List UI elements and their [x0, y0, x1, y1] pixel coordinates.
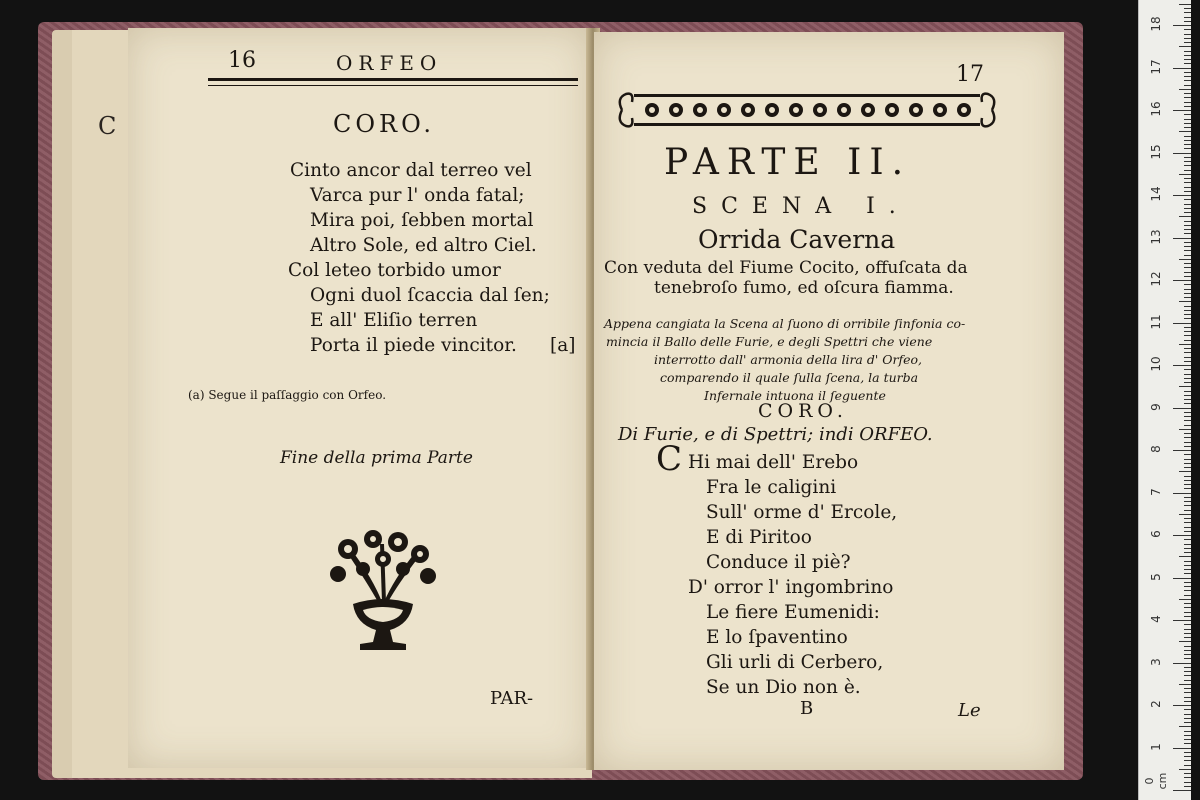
ruler-label: 3	[1149, 657, 1163, 666]
verse-line: E all' Eliſio terren	[310, 310, 478, 331]
ruler-tick	[1184, 42, 1191, 43]
ruler-tick	[1173, 620, 1191, 621]
ruler-tick	[1184, 497, 1191, 498]
ruler-label: 9	[1149, 402, 1163, 411]
ruler-tick	[1184, 480, 1191, 481]
verse-line: Le fiere Eumenidi:	[706, 602, 880, 623]
ruler-tick	[1184, 518, 1191, 519]
ruler-tick	[1184, 756, 1191, 757]
ruler-tick	[1184, 765, 1191, 766]
ruler-tick	[1184, 731, 1191, 732]
ruler-tick	[1179, 4, 1191, 5]
ruler-tick	[1184, 229, 1191, 230]
ruler-tick	[1179, 301, 1191, 302]
ruler-tick	[1184, 119, 1191, 120]
ruler-label: 10	[1149, 356, 1163, 372]
ruler-tick	[1184, 382, 1191, 383]
ruler-tick	[1184, 208, 1191, 209]
ruler-tick	[1179, 726, 1191, 727]
ruler-tick	[1184, 21, 1191, 22]
stage-direction: interrotto dall' armonia della lira d' Orfeo,	[654, 352, 923, 367]
ruler-label: 15	[1149, 143, 1163, 160]
ruler-tick	[1184, 692, 1191, 693]
verse-line: Hi mai dell' Erebo	[688, 452, 859, 473]
ruler-tick	[1184, 114, 1191, 115]
ruler-tick	[1184, 199, 1191, 200]
ruler-tick	[1179, 684, 1191, 685]
ruler-tick	[1184, 106, 1191, 107]
ruler-tick	[1184, 80, 1191, 81]
ruler-tick	[1184, 467, 1191, 468]
ruler-tick	[1184, 739, 1191, 740]
ruler-tick	[1184, 416, 1191, 417]
ruler-tick	[1184, 650, 1191, 651]
ruler-tick	[1184, 284, 1191, 285]
ruler-tick	[1184, 786, 1191, 787]
ruler-tick	[1179, 769, 1191, 770]
ruler-tick	[1173, 153, 1191, 154]
ruler-tick	[1184, 573, 1191, 574]
verse-line: E di Piritoo	[706, 527, 812, 548]
part-title: PARTE II.	[664, 142, 912, 183]
ruler-tick	[1173, 535, 1191, 536]
ruler-label: 13	[1149, 228, 1163, 245]
ruler-tick	[1184, 680, 1191, 681]
measuring-ruler	[1138, 0, 1191, 800]
ruler-tick	[1184, 612, 1191, 613]
ruler-label: 17	[1149, 58, 1163, 75]
verse-line: Col leteo torbido umor	[288, 260, 501, 281]
ruler-tick	[1173, 790, 1191, 791]
scene-title: SCENA I.	[692, 194, 910, 219]
ruler-tick	[1184, 310, 1191, 311]
ruler-tick	[1184, 187, 1191, 188]
ruler-tick	[1184, 97, 1191, 98]
chorus-heading: CORO.	[758, 400, 848, 422]
left-page-number: 16	[228, 48, 256, 73]
chorus-heading: CORO.	[333, 110, 436, 138]
ruler-tick	[1184, 93, 1191, 94]
ruler-tick	[1184, 403, 1191, 404]
ruler-tick	[1184, 191, 1191, 192]
verse-line: Conduce il piè?	[706, 552, 851, 573]
setting-description: tenebroſo fumo, ed oſcura fiamma.	[654, 278, 954, 298]
ruler-label: 7	[1149, 487, 1163, 496]
ruler-tick	[1179, 429, 1191, 430]
ruler-tick	[1184, 357, 1191, 358]
ruler-tick	[1184, 624, 1191, 625]
ruler-tick	[1173, 450, 1191, 451]
ruler-tick	[1179, 344, 1191, 345]
ruler-tick	[1184, 616, 1191, 617]
ruler-label: 0 cm	[1143, 772, 1169, 790]
verse-line: Fra le caligini	[706, 477, 837, 498]
ruler-label: 11	[1149, 313, 1163, 330]
ruler-tick	[1184, 182, 1191, 183]
ruler-tick	[1184, 72, 1191, 73]
ruler-tick	[1184, 391, 1191, 392]
ruler-tick	[1173, 663, 1191, 664]
ruler-tick	[1184, 658, 1191, 659]
verse-line: Porta il piede vincitor.	[310, 335, 517, 356]
ruler-tick	[1173, 578, 1191, 579]
ruler-tick	[1184, 565, 1191, 566]
verse-line: Mira poi, ſebben mortal	[310, 210, 534, 231]
verse-line: D' orror l' ingombrino	[688, 577, 894, 598]
ruler-tick	[1184, 55, 1191, 56]
ruler-tick	[1173, 365, 1191, 366]
ruler-label: 1	[1149, 742, 1163, 751]
ruler-tick	[1184, 425, 1191, 426]
ruler-tick	[1179, 89, 1191, 90]
ruler-tick	[1173, 238, 1191, 239]
left-page	[128, 28, 590, 768]
ruler-tick	[1184, 654, 1191, 655]
ruler-label: 14	[1149, 186, 1163, 202]
ruler-tick	[1184, 263, 1191, 264]
ruler-tick	[1184, 335, 1191, 336]
ruler-tick	[1184, 225, 1191, 226]
ruler-tick	[1184, 374, 1191, 375]
ruler-tick	[1184, 17, 1191, 18]
ruler-tick	[1184, 352, 1191, 353]
ruler-tick	[1184, 29, 1191, 30]
ruler-tick	[1179, 174, 1191, 175]
ruler-tick	[1184, 760, 1191, 761]
ruler-tick	[1184, 399, 1191, 400]
ruler-tick	[1179, 259, 1191, 260]
verse-line: Sull' orme d' Ercole,	[706, 502, 898, 523]
ruler-tick	[1184, 293, 1191, 294]
ruler-tick	[1184, 667, 1191, 668]
ruler-tick	[1184, 255, 1191, 256]
ruler-tick	[1184, 752, 1191, 753]
ruler-tick	[1184, 63, 1191, 64]
ruler-tick	[1173, 195, 1191, 196]
ruler-tick	[1184, 675, 1191, 676]
signature-mark: B	[800, 698, 814, 719]
ruler-tick	[1184, 437, 1191, 438]
verse-line: Ogni duol ſcaccia dal ſen;	[310, 285, 550, 306]
ruler-tick	[1184, 777, 1191, 778]
ruler-tick	[1184, 671, 1191, 672]
ruler-tick	[1179, 471, 1191, 472]
ruler-tick	[1179, 386, 1191, 387]
ruler-tick	[1184, 569, 1191, 570]
catchword: Le	[958, 700, 981, 721]
ruler-tick	[1184, 38, 1191, 39]
ruler-tick	[1184, 297, 1191, 298]
ruler-tick	[1184, 327, 1191, 328]
ruler-label: 4	[1149, 615, 1163, 623]
ruler-tick	[1184, 144, 1191, 145]
ruler-label: 2	[1149, 700, 1163, 708]
ruler-tick	[1184, 688, 1191, 689]
ruler-label: 8	[1149, 445, 1163, 453]
ruler-tick	[1173, 408, 1191, 409]
ruler-tick	[1184, 552, 1191, 553]
ruler-tick	[1184, 136, 1191, 137]
ruler-tick	[1184, 722, 1191, 723]
ruler-tick	[1184, 446, 1191, 447]
ruler-tick	[1184, 148, 1191, 149]
ruler-tick	[1184, 233, 1191, 234]
footnote: (a) Segue il paſſaggio con Orfeo.	[188, 388, 387, 402]
ruler-tick	[1184, 306, 1191, 307]
ruler-tick	[1179, 641, 1191, 642]
ruler-tick	[1184, 488, 1191, 489]
ruler-tick	[1184, 505, 1191, 506]
ruler-tick	[1184, 170, 1191, 171]
ruler-tick	[1184, 510, 1191, 511]
verse-line: Gli urli di Cerbero,	[706, 652, 884, 673]
ornamental-band-icon	[612, 88, 1002, 132]
ruler-tick	[1184, 718, 1191, 719]
ruler-tick	[1184, 484, 1191, 485]
ruler-tick	[1184, 531, 1191, 532]
ruler-tick	[1184, 250, 1191, 251]
ruler-tick	[1184, 595, 1191, 596]
ruler-tick	[1184, 603, 1191, 604]
ruler-tick	[1184, 165, 1191, 166]
stage-direction: mincia il Ballo delle Furie, e degli Spettri che viene	[606, 334, 933, 349]
ruler-label: 6	[1149, 530, 1163, 538]
ruler-tick	[1184, 561, 1191, 562]
ruler-tick	[1184, 85, 1191, 86]
ruler-tick	[1184, 161, 1191, 162]
ruler-tick	[1173, 493, 1191, 494]
ruler-tick	[1184, 501, 1191, 502]
end-of-part: Fine della prima Parte	[280, 448, 473, 468]
verse-line: Se un Dio non è.	[706, 677, 861, 698]
chorus-speakers: Di Furie, e di Spettri; indi ORFEO.	[618, 424, 933, 445]
ruler-tick	[1184, 157, 1191, 158]
ruler-tick	[1184, 331, 1191, 332]
ruler-tick	[1184, 140, 1191, 141]
ruler-tick	[1184, 34, 1191, 35]
ruler-tick	[1184, 714, 1191, 715]
stage-direction: Appena cangiata la Scena al ſuono di orribile ſinfonia co-	[604, 316, 966, 331]
verse-line: Altro Sole, ed altro Ciel.	[310, 235, 537, 256]
ruler-tick	[1184, 314, 1191, 315]
ruler-tick	[1173, 280, 1191, 281]
ruler-tick	[1184, 246, 1191, 247]
ruler-tick	[1184, 709, 1191, 710]
ruler-tick	[1173, 323, 1191, 324]
ruler-tick	[1184, 701, 1191, 702]
ruler-tick	[1173, 25, 1191, 26]
ruler-tick	[1184, 242, 1191, 243]
ruler-tick	[1173, 68, 1191, 69]
ruler-tick	[1184, 178, 1191, 179]
ruler-tick	[1184, 221, 1191, 222]
header-rule-thin	[208, 85, 578, 86]
header-rule	[208, 78, 578, 81]
ruler-tick	[1184, 51, 1191, 52]
ruler-tick	[1184, 697, 1191, 698]
ruler-tick	[1184, 76, 1191, 77]
ruler-tick	[1184, 272, 1191, 273]
verse-line: E lo ſpaventino	[706, 627, 848, 648]
ruler-tick	[1184, 582, 1191, 583]
ruler-tick	[1179, 514, 1191, 515]
ruler-tick	[1184, 454, 1191, 455]
ruler-tick	[1184, 348, 1191, 349]
ruler-tick	[1184, 590, 1191, 591]
ruler-tick	[1184, 369, 1191, 370]
ruler-tick	[1179, 131, 1191, 132]
ruler-tick	[1184, 378, 1191, 379]
ruler-tick	[1184, 539, 1191, 540]
setting-description: Con veduta del Fiume Cocito, offuſcata da	[604, 258, 968, 278]
flower-vase-ornament-icon	[318, 524, 448, 654]
setting-title: Orrida Caverna	[698, 225, 896, 254]
right-page-number: 17	[956, 62, 984, 87]
ruler-tick	[1179, 46, 1191, 47]
right-page	[594, 32, 1064, 770]
ruler-label: 18	[1149, 16, 1163, 32]
ruler-tick	[1184, 12, 1191, 13]
ruler-tick	[1184, 773, 1191, 774]
ruler-label: 16	[1149, 101, 1163, 117]
ruler-tick	[1184, 420, 1191, 421]
stage-direction: comparendo il quale ſulla ſcena, la turba	[660, 370, 919, 385]
ruler-tick	[1184, 637, 1191, 638]
ruler-tick	[1184, 646, 1191, 647]
ruler-tick	[1184, 548, 1191, 549]
ruler-tick	[1184, 204, 1191, 205]
left-running-title: ORFEO	[336, 51, 443, 75]
ruler-tick	[1184, 340, 1191, 341]
ruler-tick	[1184, 782, 1191, 783]
ruler-tick	[1184, 102, 1191, 103]
ruler-tick	[1184, 463, 1191, 464]
note-marker: [a]	[550, 335, 576, 356]
ruler-tick	[1184, 735, 1191, 736]
drop-cap: C	[656, 439, 683, 479]
ruler-tick	[1184, 267, 1191, 268]
ruler-tick	[1184, 361, 1191, 362]
ruler-tick	[1184, 459, 1191, 460]
ruler-tick	[1184, 412, 1191, 413]
ruler-tick	[1179, 599, 1191, 600]
ruler-tick	[1184, 212, 1191, 213]
ruler-tick	[1184, 522, 1191, 523]
ruler-tick	[1173, 705, 1191, 706]
ruler-tick	[1179, 556, 1191, 557]
ruler-tick	[1179, 216, 1191, 217]
ruler-tick	[1173, 110, 1191, 111]
ruler-tick	[1184, 743, 1191, 744]
ruler-tick	[1184, 476, 1191, 477]
ruler-tick	[1184, 527, 1191, 528]
ruler-tick	[1184, 123, 1191, 124]
underlying-page-letter: C	[98, 112, 117, 140]
ruler-tick	[1184, 433, 1191, 434]
verse-line: Cinto ancor dal terreo vel	[290, 160, 532, 181]
ruler-tick	[1184, 127, 1191, 128]
ruler-tick	[1184, 629, 1191, 630]
ruler-tick	[1184, 607, 1191, 608]
ruler-label: 5	[1149, 572, 1163, 581]
ruler-tick	[1184, 633, 1191, 634]
catchword: PAR-	[490, 688, 534, 709]
ruler-tick	[1184, 276, 1191, 277]
ruler-tick	[1184, 544, 1191, 545]
ruler-tick	[1184, 395, 1191, 396]
ruler-label: 12	[1149, 271, 1163, 287]
ruler-tick	[1184, 289, 1191, 290]
ruler-tick	[1184, 8, 1191, 9]
ruler-tick	[1184, 442, 1191, 443]
verse-line: Varca pur l' onda fatal;	[310, 185, 525, 206]
ruler-tick	[1184, 59, 1191, 60]
ruler-tick	[1184, 318, 1191, 319]
ruler-tick	[1173, 748, 1191, 749]
ruler-tick	[1184, 586, 1191, 587]
stage-direction: Infernale intuona il ſeguente	[704, 388, 886, 403]
